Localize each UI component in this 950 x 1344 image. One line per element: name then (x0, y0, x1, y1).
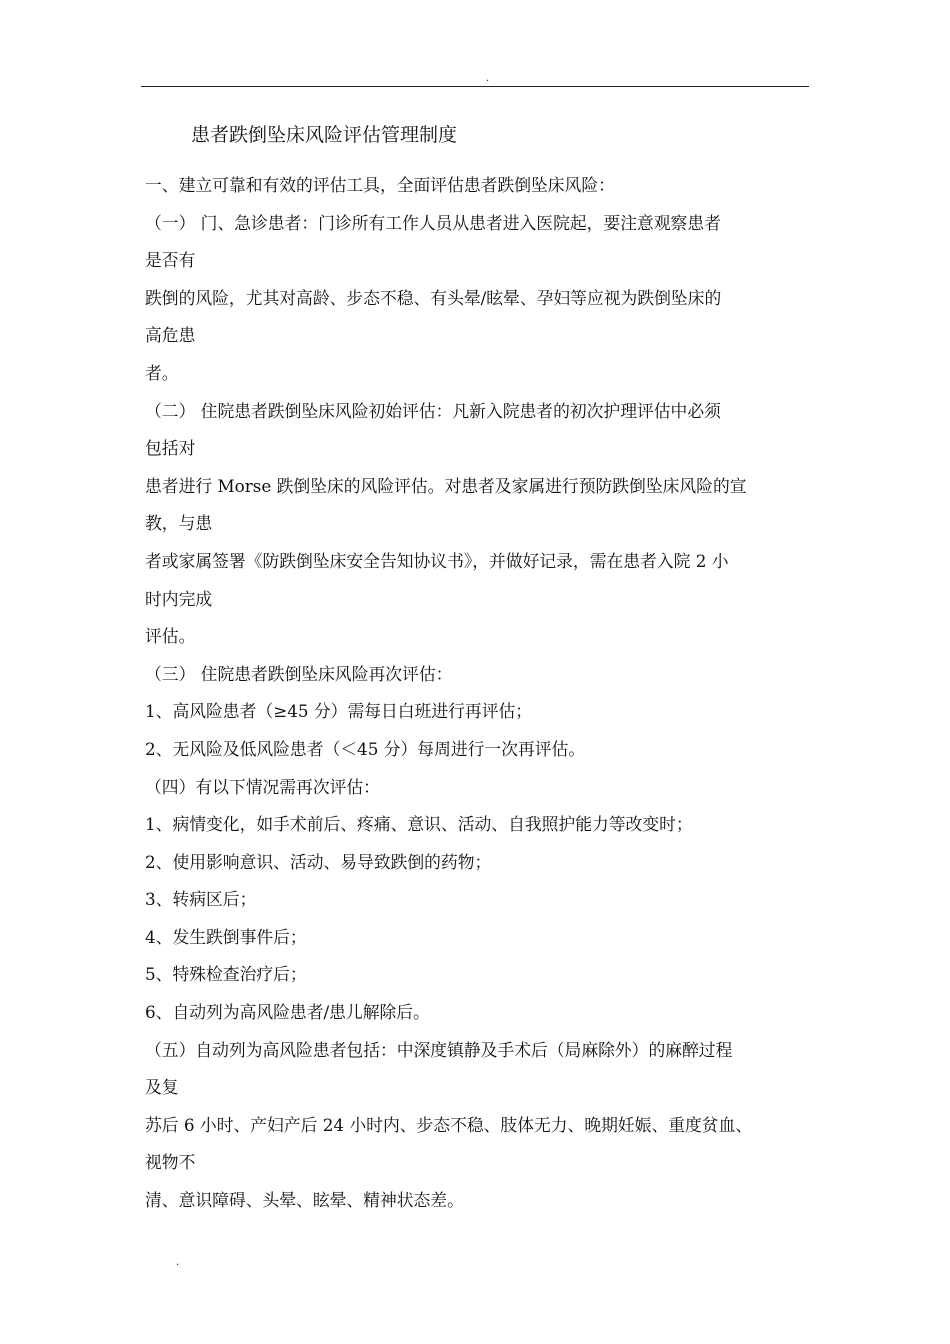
paragraph-line: 者。 (145, 362, 179, 383)
paragraph-line: 2、无风险及低风险患者（＜45 分）每周进行一次再评估。 (145, 738, 586, 759)
paragraph-line: （三） 住院患者跌倒坠床风险再次评估： (145, 663, 453, 684)
footer-dot: . (176, 1257, 180, 1268)
paragraph-line: （五）自动列为高风险患者包括：中深度镇静及手术后（局麻除外）的麻醉过程 (145, 1039, 733, 1060)
paragraph-line: （四）有以下情况需再次评估： (145, 776, 380, 797)
paragraph-line: （二） 住院患者跌倒坠床风险初始评估：凡新入院患者的初次护理评估中必须 (145, 400, 721, 421)
paragraph-line: 清、意识障碍、头晕、眩晕、精神状态差。 (145, 1190, 464, 1211)
header-rule (141, 86, 809, 87)
paragraph-line: 1、高风险患者（≥45 分）需每日白班进行再评估； (145, 701, 533, 722)
paragraph-line: 患者进行 Morse 跌倒坠床的风险评估。对患者及家属进行预防跌倒坠床风险的宣 (145, 475, 747, 496)
paragraph-line: 包括对 (145, 438, 196, 459)
paragraph-line: 5、特殊检查治疗后； (145, 964, 307, 985)
paragraph-line: （一） 门、急诊患者：门诊所有工作人员从患者进入医院起，要注意观察患者 (145, 212, 721, 233)
paragraph-line: 苏后 6 小时、产妇产后 24 小时内、步态不稳、肢体无力、晚期妊娠、重度贫血、 (145, 1114, 753, 1135)
paragraph-line: 及复 (145, 1077, 179, 1098)
document-body (145, 167, 815, 1220)
paragraph-line: 3、转病区后； (145, 889, 257, 910)
paragraph-line: 者或家属签署《防跌倒坠床安全告知协议书》，并做好记录，需在患者入院 2 小 (145, 550, 729, 571)
document-title: 患者跌倒坠床风险评估管理制度 (191, 124, 458, 146)
paragraph-line: 视物不 (145, 1152, 196, 1173)
paragraph-line: 6、自动列为高风险患者/患儿解除后。 (145, 1002, 430, 1023)
paragraph-line: 高危患 (145, 325, 196, 346)
paragraph-line: 一、建立可靠和有效的评估工具，全面评估患者跌倒坠床风险： (145, 175, 615, 195)
paragraph-line: 2、使用影响意识、活动、易导致跌倒的药物； (145, 851, 492, 872)
paragraph-line: 教，与患 (145, 513, 213, 534)
paragraph-line: 跌倒的风险，尤其对高龄、步态不稳、有头晕/眩晕、孕妇等应视为跌倒坠床的 (145, 287, 722, 308)
paragraph-line: 时内完成 (145, 588, 213, 609)
paragraph-line: 是否有 (145, 250, 196, 271)
paragraph-line: 4、发生跌倒事件后； (145, 926, 307, 947)
paragraph-line: 评估。 (145, 626, 196, 647)
paragraph-line: 1、病情变化，如手术前后、疼痛、意识、活动、自我照护能力等改变时； (145, 814, 693, 835)
header-dot: . (486, 73, 490, 84)
